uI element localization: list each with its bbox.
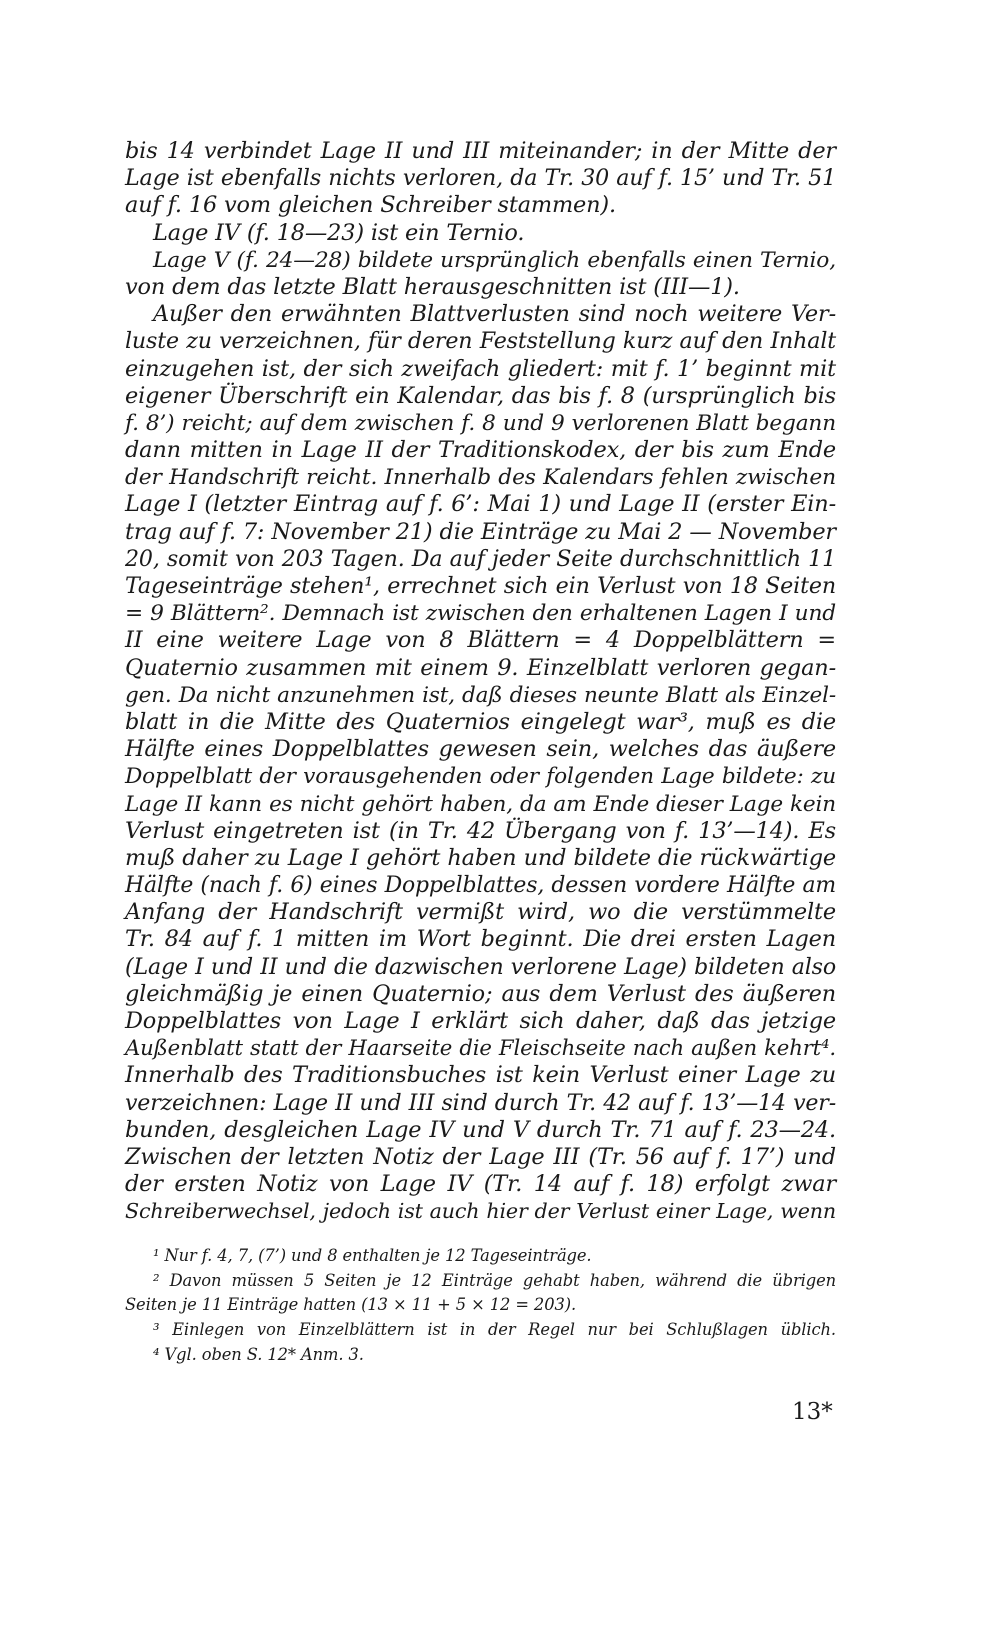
body-text (125, 138, 836, 1226)
body-line: II eine weitere Lage von 8 Blättern = 4 Doppelblättern = (125, 627, 836, 654)
footnote-1: ¹ Nur f. 4, 7, (7’) und 8 enthalten je 12 Tageseinträge. (153, 1246, 592, 1265)
footnote-2: ² Davon müssen 5 Seiten je 12 Einträge gehabt haben, während die übrigen (153, 1270, 836, 1290)
body-line: Lage I (letzter Eintrag auf f. 6’: Mai 1) und Lage II (erster Ein- (125, 491, 836, 518)
body-line: f. 8’) reicht; auf dem zwischen f. 8 und 9 verlorenen Blatt begann (125, 410, 836, 436)
body-line: = 9 Blättern². Demnach ist zwischen den erhaltenen Lagen I und (125, 601, 836, 627)
body-line: Doppelblatt der vorausgehenden oder folgenden Lage bildete: zu (125, 764, 836, 790)
body-line: dann mitten in Lage II der Traditionskodex, der bis zum Ende (125, 437, 836, 464)
body-line: Zwischen der letzten Notiz der Lage III (Tr. 56 auf f. 17’) und (125, 1143, 836, 1170)
body-line: der ersten Notiz von Lage IV (Tr. 14 auf f. 18) erfolgt zwar (125, 1171, 836, 1198)
body-line: Tageseinträge stehen¹, errechnet sich ein Verlust von 18 Seiten (125, 573, 836, 599)
body-line: bis 14 verbindet Lage II und III miteinander; in der Mitte der (125, 138, 836, 164)
body-line: bunden, desgleichen Lage IV und V durch Tr. 71 auf f. 23—24. (125, 1116, 836, 1143)
body-line: muß daher zu Lage I gehört haben und bildete die rückwärtige (125, 844, 836, 871)
body-line: Lage IV (f. 18—23) ist ein Ternio. (153, 219, 525, 246)
body-line: luste zu verzeichnen, für deren Feststellung kurz auf den Inhalt (125, 328, 836, 355)
body-line: Lage II kann es nicht gehört haben, da am Ende dieser Lage kein (125, 791, 836, 817)
body-line: Lage V (f. 24—28) bildete ursprünglich ebenfalls einen Ternio, (153, 247, 836, 273)
body-line: trag auf f. 7: November 21) die Einträge zu Mai 2 — November (125, 518, 836, 545)
body-line: einzugehen ist, der sich zweifach gliedert: mit f. 1’ beginnt mit (125, 355, 836, 382)
page-number: 13* (792, 1399, 833, 1425)
footnotes (125, 1244, 836, 1367)
body-line: Doppelblattes von Lage I erklärt sich daher, daß das jetzige (125, 1008, 836, 1034)
body-line: Außenblatt statt der Haarseite die Fleischseite nach außen kehrt⁴. (125, 1036, 836, 1062)
body-line: Hälfte (nach f. 6) eines Doppelblattes, dessen vordere Hälfte am (125, 873, 836, 899)
body-line: gen. Da nicht anzunehmen ist, daß dieses neunte Blatt als Einzel- (125, 682, 836, 708)
body-line: Außer den erwähnten Blattverlusten sind noch weitere Ver- (153, 301, 836, 328)
body-line: eigener Überschrift ein Kalendar, das bis f. 8 (ursprünglich bis (125, 382, 836, 409)
body-line: Schreiberwechsel, jedoch ist auch hier der Verlust einer Lage, wenn (125, 1199, 836, 1224)
body-line: (Lage I und II und die dazwischen verlorene Lage) bildeten also (125, 954, 836, 980)
body-line: blatt in die Mitte des Quaternios eingelegt war³, muß es die (125, 708, 836, 735)
body-line: von dem das letzte Blatt herausgeschnitten ist (III—1). (125, 273, 740, 300)
body-line: Lage ist ebenfalls nichts verloren, da Tr. 30 auf f. 15’ und Tr. 51 (125, 165, 836, 192)
body-line: auf f. 16 vom gleichen Schreiber stammen). (125, 192, 616, 219)
footnote-3: ³ Einlegen von Einzelblättern ist in der Regel nur bei Schlußlagen üblich. (153, 1320, 836, 1340)
body-line: der Handschrift reicht. Innerhalb des Kalendars fehlen zwischen (125, 465, 836, 491)
body-line: gleichmäßig je einen Quaternio; aus dem Verlust des äußeren (125, 980, 836, 1007)
body-line: Quaternio zusammen mit einem 9. Einzelblatt verloren gegan- (125, 654, 836, 681)
body-line: Verlust eingetreten ist (in Tr. 42 Übergang von f. 13’—14). Es (125, 817, 836, 844)
body-line: 20, somit von 203 Tagen. Da auf jeder Seite durchschnittlich 11 (125, 545, 836, 572)
body-line: verzeichnen: Lage II und III sind durch Tr. 42 auf f. 13’—14 ver- (125, 1090, 836, 1116)
footnote-4: ⁴ Vgl. oben S. 12* Anm. 3. (153, 1344, 364, 1364)
body-line: Hälfte eines Doppelblattes gewesen sein, welches das äußere (125, 736, 836, 763)
body-line: Innerhalb des Traditionsbuches ist kein Verlust einer Lage zu (125, 1062, 836, 1089)
footnote-2-continued: Seiten je 11 Einträge hatten (13 × 11 + 5 × 12 = 203). (125, 1295, 577, 1315)
body-line: Anfang der Handschrift vermißt wird, wo die verstümmelte (125, 899, 836, 926)
body-line: Tr. 84 auf f. 1 mitten im Wort beginnt. Die drei ersten Lagen (125, 926, 836, 953)
